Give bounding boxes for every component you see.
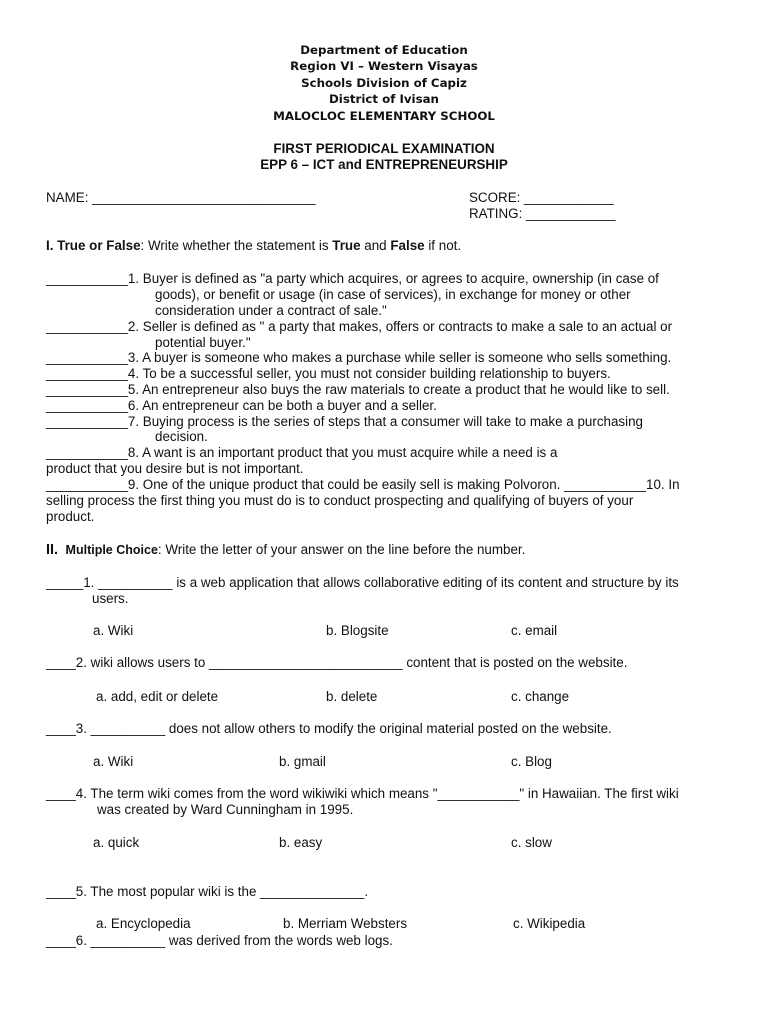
mc-option: b. easy <box>279 835 323 850</box>
tf-item-line: selling process the first thing you must do is to conduct prospecting and qualifying of buyers of your <box>46 493 634 508</box>
score-field[interactable]: SCORE: ____________ <box>469 190 614 205</box>
mc-option: b. Blogsite <box>326 623 389 638</box>
mc-option: a. Wiki <box>93 623 134 638</box>
tf-item-line: ___________7. Buying process is the series of steps that a consumer will take to make a purchasing <box>46 414 643 429</box>
header-district: District of Ivisan <box>329 92 439 106</box>
tf-item-line: ___________4. To be a successful seller, you must not consider building relationship to buyers. <box>46 366 611 381</box>
part1-instruction <box>46 238 461 253</box>
tf-item-line: ___________6. An entrepreneur can be both a buyer and a seller. <box>46 398 437 413</box>
part2-heading-title: Multiple Choice <box>65 543 158 557</box>
mc-option: a. add, edit or delete <box>96 689 219 704</box>
header-school: MALOCLOC ELEMENTARY SCHOOL <box>273 109 495 123</box>
part2-heading-num: II. <box>46 542 59 558</box>
mc-option: a. quick <box>93 835 140 850</box>
mc-option: b. Merriam Websters <box>283 916 408 931</box>
tf-item-line: ___________8. A want is an important product that you must acquire while a need is a <box>46 445 558 460</box>
tf-item-line: ___________9. One of the unique product that could be easily sell is making Polvoron. ___________10. In <box>46 477 680 492</box>
rating-field[interactable]: RATING: ____________ <box>469 206 616 221</box>
tf-item-line: ___________1. Buyer is defined as "a party which acquires, or agrees to acquire, ownership (in case of <box>46 271 659 286</box>
tf-item-line: product that you desire but is not important. <box>46 461 304 476</box>
mc-question: ____5. The most popular wiki is the ______________. <box>46 884 369 899</box>
mc-option: a. Wiki <box>93 754 134 769</box>
exam-subject: EPP 6 – ICT and ENTREPRENEURSHIP <box>260 157 508 172</box>
mc-question: ____4. The term wiki comes from the word wikiwiki which means "___________" in Hawaiian. The first wiki <box>46 786 679 801</box>
header-division: Schools Division of Capiz <box>301 76 467 90</box>
mc-option: c. slow <box>511 835 552 850</box>
mc-option: b. delete <box>326 689 378 704</box>
tf-item-line: decision. <box>155 429 208 444</box>
tf-item-line: potential buyer." <box>155 335 251 350</box>
mc-option: c. Blog <box>511 754 552 769</box>
mc-question-cont: was created by Ward Cunningham in 1995. <box>97 802 354 817</box>
tf-item-line: ___________2. Seller is defined as " a party that makes, offers or contracts to make a sale to an actual or <box>46 319 673 334</box>
true-word: True <box>332 238 361 253</box>
part1-inst-a: : Write whether the statement is <box>140 238 333 253</box>
mc-question: _____1. __________ is a web application that allows collaborative editing of its content and structure by its <box>46 575 679 590</box>
part2-instruction <box>46 542 525 558</box>
false-word: False <box>390 238 425 253</box>
name-field[interactable]: NAME: ______________________________ <box>46 190 316 205</box>
tf-item-line: consideration under a contract of sale." <box>155 303 387 318</box>
mc-question: ____6. __________ was derived from the words web logs. <box>46 933 393 948</box>
mc-option: c. email <box>511 623 558 638</box>
header-department: Department of Education <box>300 43 468 57</box>
mc-option: c. Wikipedia <box>513 916 586 931</box>
tf-item-line: goods), or benefit or usage (in case of services), in exchange for money or other <box>155 287 631 302</box>
mc-option: b. gmail <box>279 754 326 769</box>
mc-question: ____3. __________ does not allow others to modify the original material posted on the website. <box>46 721 612 736</box>
mc-option: c. change <box>511 689 570 704</box>
mc-question: ____2. wiki allows users to __________________________ content that is posted on the website. <box>46 655 628 670</box>
exam-title: FIRST PERIODICAL EXAMINATION <box>273 141 495 156</box>
part1-inst-b: if not. <box>424 238 462 253</box>
tf-item-line: product. <box>46 509 95 524</box>
mc-option: a. Encyclopedia <box>96 916 191 931</box>
header-region: Region VI – Western Visayas <box>290 59 478 73</box>
part1-heading: I. True or False <box>46 238 141 253</box>
part2-inst: : Write the letter of your answer on the line before the number. <box>157 542 526 557</box>
and-word: and <box>360 238 391 253</box>
mc-question-cont: users. <box>92 591 129 606</box>
tf-item-line: ___________5. An entrepreneur also buys the raw materials to create a product that he would like to sell. <box>46 382 670 397</box>
tf-item-line: ___________3. A buyer is someone who makes a purchase while seller is someone who sells something. <box>46 350 672 365</box>
